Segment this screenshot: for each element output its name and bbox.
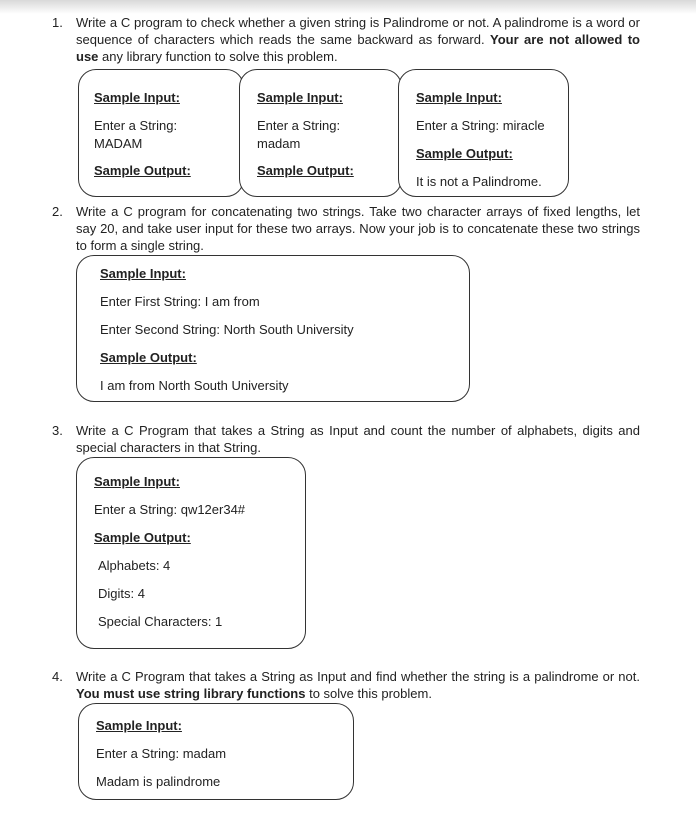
q3-output-line-digits: Digits: 4	[98, 586, 145, 601]
q3-text: Write a C Program that takes a String as Input and count the number of alphabets, digits and special characters in that String.	[76, 423, 640, 455]
top-shadow	[0, 0, 696, 14]
q1-text	[76, 14, 640, 65]
q2-input-line-2: Enter Second String: North South University	[100, 322, 354, 337]
q4-input-label: Sample Input:	[96, 718, 182, 733]
q3-input-label: Sample Input:	[94, 474, 180, 489]
q1-s2-output-label: Sample Output:	[257, 163, 354, 178]
q1-text-part-2: any library function to solve this problem.	[102, 49, 338, 64]
q1-s2-input-line-2: madam	[257, 136, 301, 151]
q1-number: 1.	[52, 15, 63, 30]
q4-sample-box	[78, 703, 354, 800]
q3-output-line-alphabets: Alphabets: 4	[98, 558, 171, 573]
q4-number: 4.	[52, 669, 63, 684]
q1-s1-input-line-2: MADAM	[94, 136, 143, 151]
q4-text-part-1: Write a C Program that takes a String as Input and find whether the string is a palindrome or not.	[76, 669, 640, 684]
q2-text: Write a C program for concatenating two strings. Take two character arrays of fixed lengths, let say 20, and take user input for these two arrays. Now your job is to concatenate these two strings to form a single string.	[76, 204, 640, 253]
q2-number: 2.	[52, 204, 63, 219]
q1-bold-text: Your are not allowed to use	[76, 32, 640, 64]
q1-s3-input-line-1: Enter a String: miracle	[416, 118, 545, 133]
q2-sample-box	[76, 255, 470, 402]
q1-s1-output-label: Sample Output:	[94, 163, 191, 178]
q4-bold-text: You must use string library functions	[76, 686, 306, 701]
q4-text	[76, 668, 640, 702]
q1-text-part-1: Write a C program to check whether a given string is Palindrome or not. A palindrome is a word or sequence of characters which reads the same backward as forward.	[76, 15, 640, 47]
q2-output-label: Sample Output:	[100, 350, 197, 365]
q1-s2-input-line-1: Enter a String:	[257, 118, 341, 133]
q1-sample-box-2	[239, 69, 402, 197]
q1-s3-output-line: It is not a Palindrome.	[416, 174, 542, 189]
q1-sample-box-1	[78, 69, 244, 197]
q3-number: 3.	[52, 423, 63, 438]
q1-sample-box-3	[398, 69, 569, 197]
q2-output-line: I am from North South University	[100, 378, 289, 393]
q1-s1-input-label: Sample Input:	[94, 90, 180, 105]
q1-s1-input-line-1: Enter a String:	[94, 118, 178, 133]
q4-text-part-2: to solve this problem.	[309, 686, 432, 701]
q1-s2-input-label: Sample Input:	[257, 90, 343, 105]
q2-input-label: Sample Input:	[100, 266, 186, 281]
q1-s3-output-label: Sample Output:	[416, 146, 513, 161]
q4-output-line: Madam is palindrome	[96, 774, 221, 789]
q3-sample-box	[76, 457, 306, 649]
q3-output-line-special: Special Characters: 1	[98, 614, 223, 629]
q4-input-line: Enter a String: madam	[96, 746, 227, 761]
q3-output-label: Sample Output:	[94, 530, 191, 545]
q2-input-line-1: Enter First String: I am from	[100, 294, 260, 309]
q1-s3-input-label: Sample Input:	[416, 90, 502, 105]
q3-input-line: Enter a String: qw12er34#	[94, 502, 246, 517]
